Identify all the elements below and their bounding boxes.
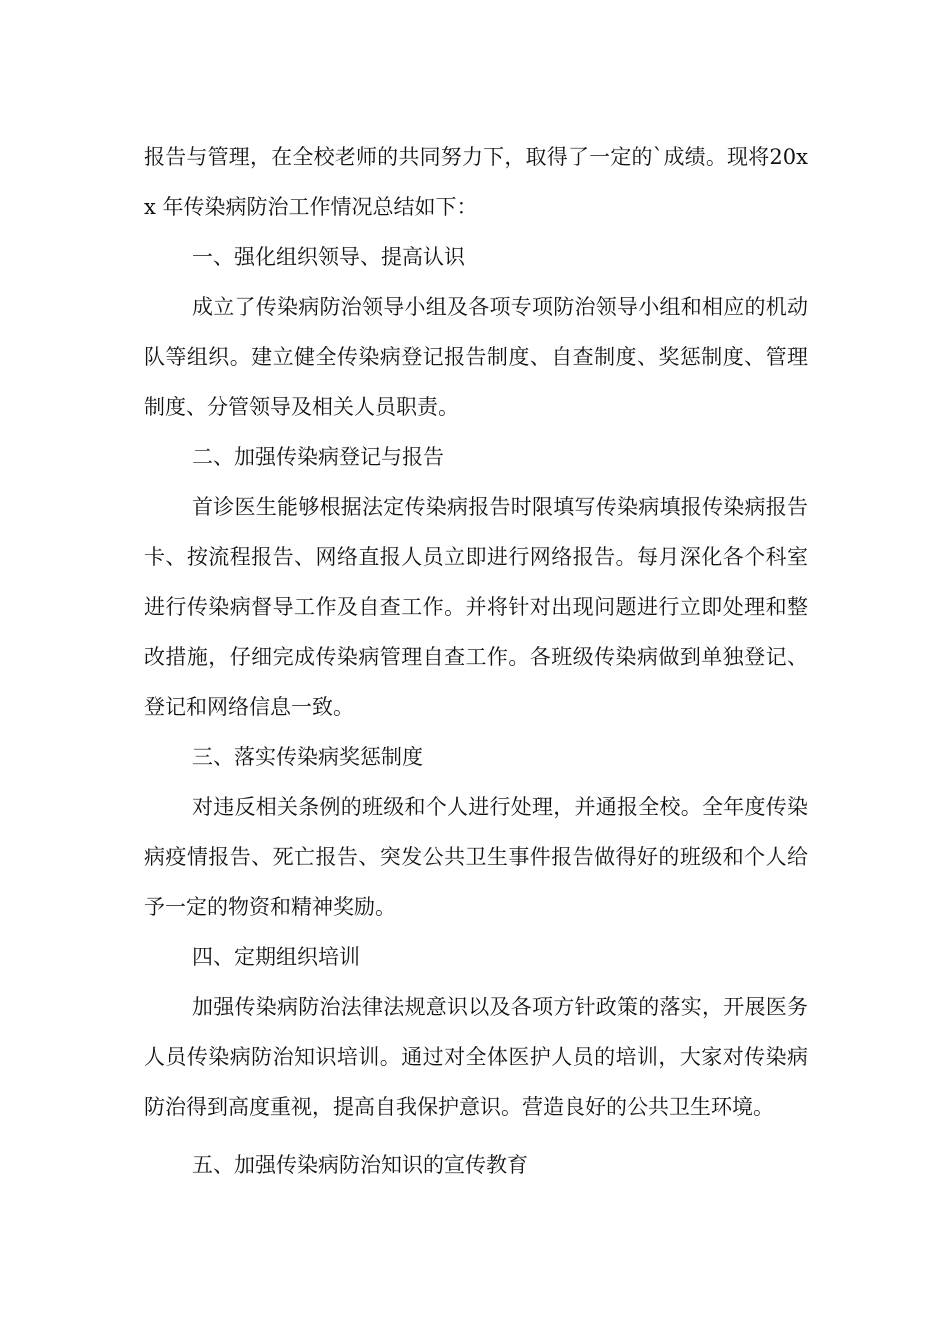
paragraph-section-1: 成立了传染病防治领导小组及各项专项防治领导小组和相应的机动队等组织。建立健全传染病登记报告制度、自查制度、奖惩制度、管理制度、分管领导及相关人员职责。 xyxy=(144,295,808,419)
paragraph-section-3: 对违反相关条例的班级和个人进行处理，并通报全校。全年度传染病疫情报告、死亡报告、突发公共卫生事件报告做得好的班级和个人给予一定的物资和精神奖励。 xyxy=(144,795,808,919)
section-heading-5: 五、加强传染病防治知识的宣传教育 xyxy=(192,1153,528,1177)
section-heading-1: 一、强化组织领导、提高认识 xyxy=(192,245,465,269)
paragraph-intro: 报告与管理，在全校老师的共同努力下，取得了一定的`成绩。现将20xx 年传染病防治工作情况总结如下： xyxy=(144,145,808,219)
section-heading-2: 二、加强传染病登记与报告 xyxy=(192,445,444,469)
document-body xyxy=(144,132,808,1190)
section-heading-3: 三、落实传染病奖惩制度 xyxy=(192,745,423,769)
section-heading-4: 四、定期组织培训 xyxy=(192,945,360,969)
paragraph-section-4: 加强传染病防治法律法规意识以及各项方针政策的落实，开展医务人员传染病防治知识培训。通过对全体医护人员的培训，大家对传染病防治得到高度重视，提高自我保护意识。营造良好的公共卫生环境。 xyxy=(144,995,808,1119)
paragraph-section-2: 首诊医生能够根据法定传染病报告时限填写传染病填报传染病报告卡、按流程报告、网络直报人员立即进行网络报告。每月深化各个科室进行传染病督导工作及自查工作。并将针对出现问题进行立即处理和整改措施，仔细完成传染病管理自查工作。各班级传染病做到单独登记、登记和网络信息一致。 xyxy=(144,495,808,719)
